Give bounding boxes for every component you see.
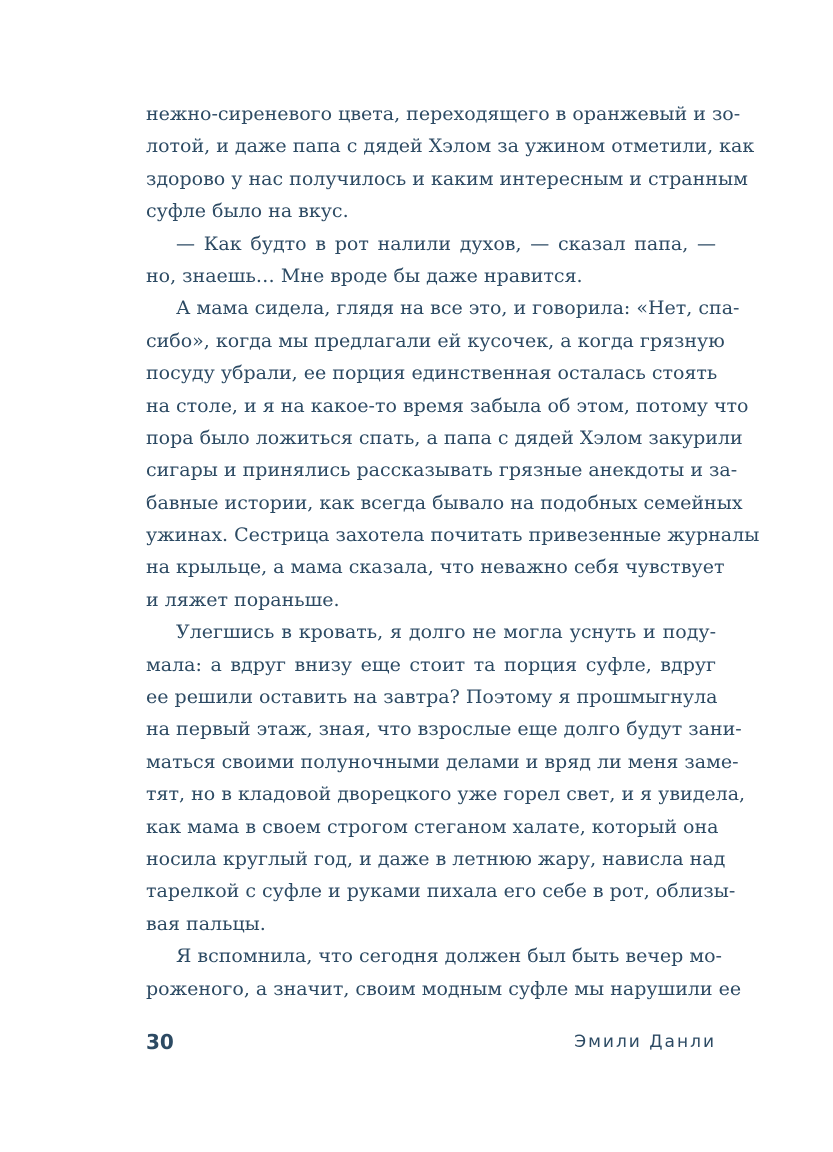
body-text bbox=[146, 98, 760, 1005]
text-line: Я вспомнила, что сегодня должен был быть вечер мо- bbox=[176, 945, 722, 968]
text-line: ее решили оставить на завтра? Поэтому я прошмыгнула bbox=[146, 686, 718, 709]
text-line: здорово у нас получилось и каким интересным и странным bbox=[146, 167, 748, 190]
text-line: тят, но в кладовой дворецкого уже горел свет, и я увидела, bbox=[146, 783, 746, 806]
running-author: Эмили Данли bbox=[574, 1032, 716, 1052]
text-line: и ляжет пораньше. bbox=[146, 588, 340, 611]
text-line: мала: а вдруг внизу еще стоит та порция суфле, вдруг bbox=[146, 653, 716, 676]
text-line: суфле было на вкус. bbox=[146, 200, 349, 223]
text-line: посуду убрали, ее порция единственная осталась стоять bbox=[146, 362, 718, 385]
text-line: пора было ложиться спать, а папа с дядей Хэлом закурили bbox=[146, 426, 743, 449]
text-line: Улегшись в кровать, я долго не могла уснуть и поду- bbox=[176, 621, 716, 644]
text-line: на столе, и я на какое-то время забыла об этом, потому что bbox=[146, 394, 749, 417]
page-footer bbox=[146, 1027, 716, 1057]
text-line: на первый этаж, зная, что взрослые еще долго будут зани- bbox=[146, 718, 742, 741]
text-line: маться своими полуночными делами и вряд ли меня заме- bbox=[146, 750, 739, 773]
text-line: тарелкой с суфле и руками пихала его себе в рот, облизы- bbox=[146, 880, 736, 903]
text-line: на крыльце, а мама сказала, что неважно себя чувствует bbox=[146, 556, 725, 579]
text-line: сибо», когда мы предлагали ей кусочек, а когда грязную bbox=[146, 329, 725, 352]
text-line: лотой, и даже папа с дядей Хэлом за ужином отметили, как bbox=[146, 135, 755, 158]
text-line: но, знаешь… Мне вроде бы даже нравится. bbox=[146, 264, 583, 287]
text-line: сигары и принялись рассказывать грязные анекдоты и за- bbox=[146, 459, 738, 482]
text-line: — Как будто в рот налили духов, — сказал папа, — bbox=[176, 232, 716, 255]
text-line: вая пальцы. bbox=[146, 912, 266, 935]
text-line: как мама в своем строгом стеганом халате, который она bbox=[146, 815, 719, 838]
text-line: А мама сидела, глядя на все это, и говорила: «Нет, спа- bbox=[176, 297, 740, 320]
text-line: носила круглый год, и даже в летнюю жару, нависла над bbox=[146, 847, 726, 870]
text-line: нежно-сиреневого цвета, переходящего в оранжевый и зо- bbox=[146, 103, 741, 125]
page-number: 30 bbox=[146, 1030, 174, 1054]
text-line: бавные истории, как всегда бывало на подобных семейных bbox=[146, 491, 743, 514]
text-line: роженого, а значит, своим модным суфле мы нарушили ее bbox=[146, 977, 742, 1000]
text-line: ужинах. Сестрица захотела почитать привезенные журналы bbox=[146, 524, 760, 547]
